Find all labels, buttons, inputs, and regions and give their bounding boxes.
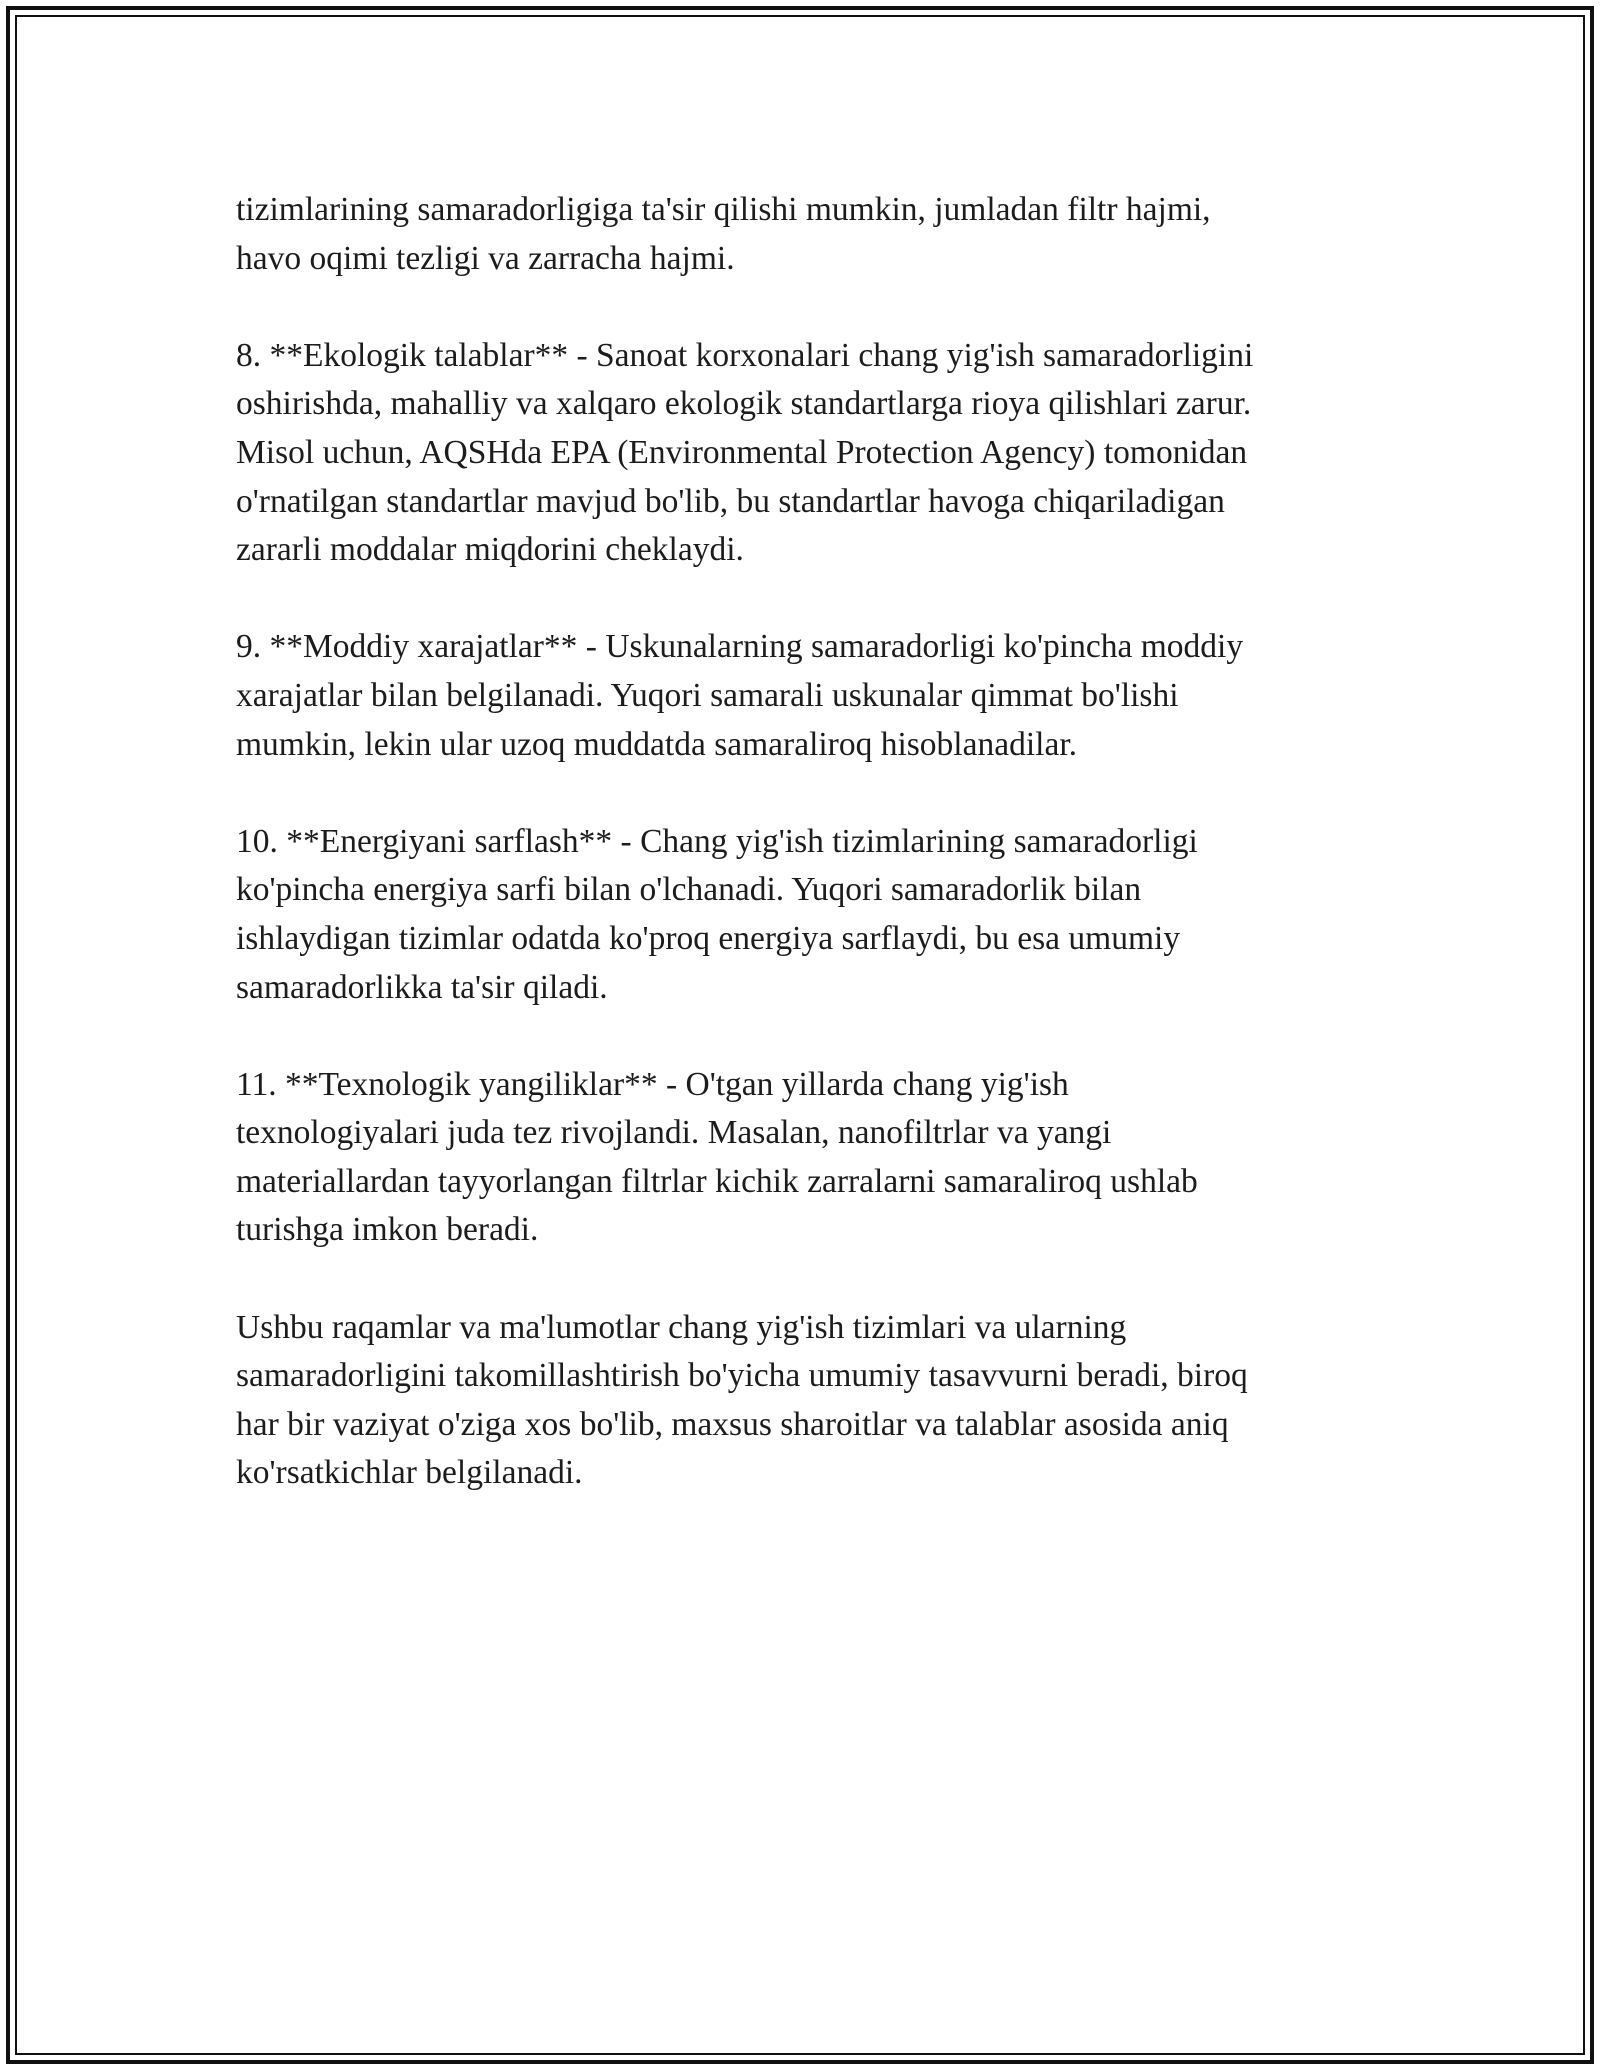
paragraph-conclusion [236,1304,1386,1498]
text-line: ishlaydigan tizimlar odatda ko'proq energiya sarflaydi, bu esa umumiy [236,919,1181,957]
text-line: materiallardan tayyorlangan filtrlar kichik zarralarni samaraliroq ushlab [236,1162,1198,1200]
text-line: ko'rsatkichlar belgilanadi. [236,1454,583,1492]
text-line: tizimlarining samaradorligiga ta'sir qilishi mumkin, jumladan filtr hajmi, [236,191,1211,228]
text-line: samaradorlikka ta'sir qiladi. [236,968,608,1006]
paragraph-item-11-technological-innovations [236,1061,1386,1255]
paragraph-item-8-ecological-requirements [236,332,1386,575]
text-line: 11. **Texnologik yangiliklar** - O'tgan yillarda chang yig'ish [236,1065,1069,1103]
text-line: har bir vaziyat o'ziga xos bo'lib, maxsus sharoitlar va talablar asosida aniq [236,1405,1229,1443]
text-line: o'rnatilgan standartlar mavjud bo'lib, bu standartlar havoga chiqariladigan [236,482,1225,520]
text-line: oshirishda, mahalliy va xalqaro ekologik standartlarga rioya qilishlari zarur. [236,385,1252,423]
text-line: Ushbu raqamlar va ma'lumotlar chang yig'ish tizimlari va ularning [236,1308,1127,1346]
text-line: 8. **Ekologik talablar** - Sanoat korxonalari chang yig'ish samaradorligini [236,336,1254,374]
text-line: samaradorligini takomillashtirish bo'yicha umumiy tasavvurni beradi, biroq [236,1357,1248,1395]
document-body [236,186,1386,1547]
paragraph-item-10-energy-consumption [236,818,1386,1012]
text-line: mumkin, lekin ular uzoq muddatda samaraliroq hisoblanadilar. [236,725,1078,763]
text-line: havo oqimi tezligi va zarracha hajmi. [236,239,735,277]
text-line: ko'pincha energiya sarfi bilan o'lchanadi. Yuqori samaradorlik bilan [236,871,1142,909]
text-line: 10. **Energiyani sarflash** - Chang yig'ish tizimlarining samaradorligi [236,822,1198,860]
paragraph-continuation [236,186,1386,283]
text-line: zararli moddalar miqdorini cheklaydi. [236,531,744,569]
text-line: turishga imkon beradi. [236,1211,539,1249]
paragraph-item-9-material-costs [236,623,1386,769]
text-line: Misol uchun, AQSHda EPA (Environmental Protection Agency) tomonidan [236,433,1248,471]
text-line: texnologiyalari juda tez rivojlandi. Masalan, nanofiltrlar va yangi [236,1114,1112,1152]
text-line: 9. **Moddiy xarajatlar** - Uskunalarning samaradorligi ko'pincha moddiy [236,628,1244,666]
text-line: xarajatlar bilan belgilanadi. Yuqori samarali uskunalar qimmat bo'lishi [236,676,1179,714]
